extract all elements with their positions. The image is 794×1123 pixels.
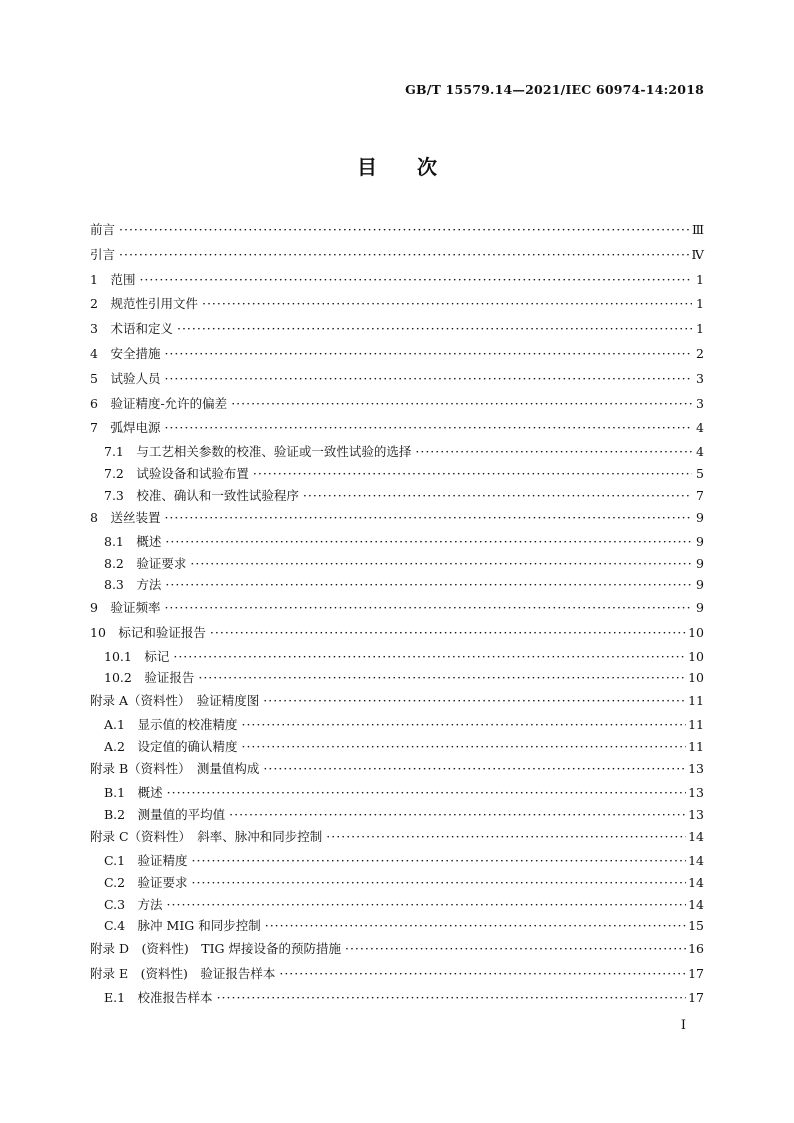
toc-entry-page: 14 bbox=[688, 829, 704, 845]
toc-entry[interactable] bbox=[90, 757, 704, 782]
toc-entry[interactable] bbox=[90, 574, 704, 596]
toc-entry-page: 10 bbox=[688, 670, 704, 686]
toc-leader-dots bbox=[217, 992, 687, 1005]
toc-entry-page: 9 bbox=[696, 510, 704, 526]
toc-entry-label: E.1 校准报告样本 bbox=[104, 989, 213, 1005]
toc-entry-label: 10 标记和验证报告 bbox=[90, 624, 206, 640]
toc-entry-label: 10.2 验证报告 bbox=[104, 670, 195, 686]
toc-entry-label: 3 术语和定义 bbox=[90, 321, 173, 337]
toc-leader-dots bbox=[119, 224, 690, 237]
toc-entry[interactable] bbox=[90, 441, 704, 463]
toc-entry[interactable] bbox=[90, 463, 704, 485]
toc-entry-label: 7.1 与工艺相关参数的校准、验证或一致性试验的选择 bbox=[104, 444, 412, 460]
toc-leader-dots bbox=[253, 468, 692, 481]
toc-entry-label: C.3 方法 bbox=[104, 896, 163, 912]
toc-entry-page: 1 bbox=[696, 321, 704, 337]
toc-entry[interactable] bbox=[90, 342, 704, 367]
toc-leader-dots bbox=[192, 855, 687, 868]
toc-entry[interactable] bbox=[90, 317, 704, 342]
page-number: I bbox=[680, 1018, 686, 1033]
toc-entry-page: 4 bbox=[696, 420, 704, 436]
toc-leader-dots bbox=[210, 627, 686, 640]
toc-entry-page: 10 bbox=[688, 624, 704, 640]
toc-entry[interactable] bbox=[90, 736, 704, 758]
toc-entry[interactable] bbox=[90, 825, 704, 850]
toc-leader-dots bbox=[265, 920, 686, 933]
toc-entry-label: 9 验证频率 bbox=[90, 600, 161, 616]
toc-leader-dots bbox=[326, 831, 686, 844]
toc-leader-dots bbox=[263, 763, 686, 776]
toc-entry-label: 6 验证精度-允许的偏差 bbox=[90, 395, 228, 411]
toc-entry-page: 9 bbox=[696, 577, 704, 593]
toc-entry-page: 17 bbox=[688, 989, 704, 1005]
toc-entry-label: C.4 脉冲 MIG 和同步控制 bbox=[104, 918, 261, 934]
toc-entry[interactable] bbox=[90, 596, 704, 621]
toc-leader-dots bbox=[202, 298, 692, 311]
toc-leader-dots bbox=[241, 719, 686, 732]
toc-entry-page: 3 bbox=[696, 370, 704, 386]
toc-leader-dots bbox=[303, 490, 692, 503]
toc-leader-dots bbox=[164, 602, 692, 615]
toc-entry[interactable] bbox=[90, 646, 704, 668]
toc-entry[interactable] bbox=[90, 243, 704, 268]
toc-entry-page: 2 bbox=[696, 345, 704, 361]
toc-entry-label: 8.1 概述 bbox=[104, 534, 162, 550]
toc-entry-page: 9 bbox=[696, 600, 704, 616]
toc-entry-page: Ⅲ bbox=[691, 222, 704, 237]
toc-entry-label: 附录 B（资料性） 测量值构成 bbox=[90, 761, 260, 777]
toc-entry[interactable] bbox=[90, 531, 704, 553]
toc-entry[interactable] bbox=[90, 367, 704, 392]
toc-entry[interactable] bbox=[90, 714, 704, 736]
toc-entry[interactable] bbox=[90, 218, 704, 243]
toc-entry-label: 8.3 方法 bbox=[104, 577, 162, 593]
toc-entry-page: 3 bbox=[696, 395, 704, 411]
toc-entry[interactable] bbox=[90, 292, 704, 317]
toc-entry-label: C.1 验证精度 bbox=[104, 853, 188, 869]
toc-entry-page: 16 bbox=[688, 940, 704, 956]
toc-leader-dots bbox=[345, 943, 686, 956]
toc-entry[interactable] bbox=[90, 416, 704, 441]
toc-entry-label: 附录 E (资料性) 验证报告样本 bbox=[90, 965, 276, 981]
toc-entry-label: 4 安全措施 bbox=[90, 345, 161, 361]
toc-leader-dots bbox=[167, 899, 687, 912]
toc-entry[interactable] bbox=[90, 689, 704, 714]
toc-entry-label: 附录 C（资料性） 斜率、脉冲和同步控制 bbox=[90, 829, 323, 845]
toc-leader-dots bbox=[165, 579, 692, 592]
toc-leader-dots bbox=[164, 422, 692, 435]
toc-entry[interactable] bbox=[90, 667, 704, 689]
toc-entry-label: B.2 测量值的平均值 bbox=[104, 806, 226, 822]
toc-entry-label: 附录 A（资料性） 验证精度图 bbox=[90, 693, 260, 709]
toc-entry[interactable] bbox=[90, 392, 704, 417]
toc-entry-label: C.2 验证要求 bbox=[104, 874, 188, 890]
toc-entry-page: 14 bbox=[688, 853, 704, 869]
toc-entry[interactable] bbox=[90, 804, 704, 826]
toc-leader-dots bbox=[190, 558, 692, 571]
toc-entry[interactable] bbox=[90, 937, 704, 962]
toc-entry-label: 8.2 验证要求 bbox=[104, 555, 187, 571]
toc-entry-page: 9 bbox=[696, 534, 704, 550]
toc-entry[interactable] bbox=[90, 850, 704, 872]
toc-leader-dots bbox=[164, 348, 692, 361]
toc-leader-dots bbox=[231, 398, 692, 411]
toc-leader-dots bbox=[198, 672, 686, 685]
toc-entry-label: 2 规范性引用文件 bbox=[90, 296, 198, 312]
toc-entry-label: A.1 显示值的校准精度 bbox=[104, 716, 238, 732]
table-of-contents bbox=[90, 218, 704, 1008]
toc-leader-dots bbox=[119, 249, 689, 262]
toc-entry-page: Ⅳ bbox=[691, 246, 704, 262]
toc-entry-page: 11 bbox=[688, 738, 704, 754]
toc-entry-page: 13 bbox=[688, 761, 704, 777]
toc-entry-page: 14 bbox=[688, 896, 704, 912]
toc-leader-dots bbox=[415, 446, 692, 459]
toc-entry-page: 10 bbox=[688, 648, 704, 664]
toc-entry-label: 附录 D (资料性) TIG 焊接设备的预防措施 bbox=[90, 940, 341, 956]
toc-entry-label: 8 送丝装置 bbox=[90, 510, 161, 526]
toc-entry-label: 7.3 校准、确认和一致性试验程序 bbox=[104, 487, 299, 503]
toc-entry-page: 13 bbox=[688, 806, 704, 822]
toc-entry[interactable] bbox=[90, 485, 704, 507]
toc-entry[interactable] bbox=[90, 268, 704, 293]
toc-entry-page: 7 bbox=[696, 487, 704, 503]
toc-entry-page: 15 bbox=[688, 918, 704, 934]
toc-entry-page: 1 bbox=[696, 271, 704, 287]
toc-entry-page: 14 bbox=[688, 874, 704, 890]
toc-leader-dots bbox=[192, 877, 687, 890]
toc-entry-page: 13 bbox=[688, 785, 704, 801]
toc-entry-page: 11 bbox=[688, 693, 704, 709]
toc-entry[interactable] bbox=[90, 987, 704, 1009]
toc-entry-label: 引言 bbox=[90, 246, 116, 262]
toc-entry-label: A.2 设定值的确认精度 bbox=[104, 738, 238, 754]
toc-entry-page: 9 bbox=[696, 555, 704, 571]
toc-entry-page: 4 bbox=[696, 444, 704, 460]
toc-entry-label: 7.2 试验设备和试验布置 bbox=[104, 465, 249, 481]
toc-entry[interactable] bbox=[90, 782, 704, 804]
toc-entry-label: 前言 bbox=[90, 222, 116, 237]
toc-leader-dots bbox=[167, 787, 686, 800]
toc-entry[interactable] bbox=[90, 962, 704, 987]
toc-leader-dots bbox=[279, 968, 686, 981]
toc-entry-label: 7 弧焊电源 bbox=[90, 420, 161, 436]
toc-leader-dots bbox=[229, 809, 686, 822]
toc-leader-dots bbox=[173, 651, 686, 664]
toc-leader-dots bbox=[164, 512, 692, 525]
page-title: 目 次 bbox=[357, 155, 437, 179]
toc-leader-dots bbox=[263, 695, 686, 708]
toc-leader-dots bbox=[139, 274, 692, 287]
toc-entry-page: 5 bbox=[696, 465, 704, 481]
toc-entry[interactable] bbox=[90, 894, 704, 916]
toc-entry-label: B.1 概述 bbox=[104, 785, 163, 801]
toc-entry[interactable] bbox=[90, 506, 704, 531]
toc-leader-dots bbox=[165, 536, 692, 549]
toc-entry-page: 1 bbox=[696, 296, 704, 312]
toc-entry[interactable] bbox=[90, 621, 704, 646]
toc-leader-dots bbox=[177, 323, 692, 336]
toc-entry[interactable] bbox=[90, 553, 704, 575]
document-code: GB/T 15579.14—2021/IEC 60974-14:2018 bbox=[405, 82, 704, 97]
toc-leader-dots bbox=[164, 373, 692, 386]
toc-entry-label: 1 范围 bbox=[90, 271, 136, 287]
toc-entry-label: 5 试验人员 bbox=[90, 370, 161, 386]
toc-entry-label: 10.1 标记 bbox=[104, 648, 170, 664]
toc-leader-dots bbox=[241, 741, 686, 754]
toc-entry-page: 17 bbox=[688, 965, 704, 981]
toc-entry-page: 11 bbox=[688, 716, 704, 732]
toc-entry[interactable] bbox=[90, 915, 704, 937]
toc-entry[interactable] bbox=[90, 872, 704, 894]
